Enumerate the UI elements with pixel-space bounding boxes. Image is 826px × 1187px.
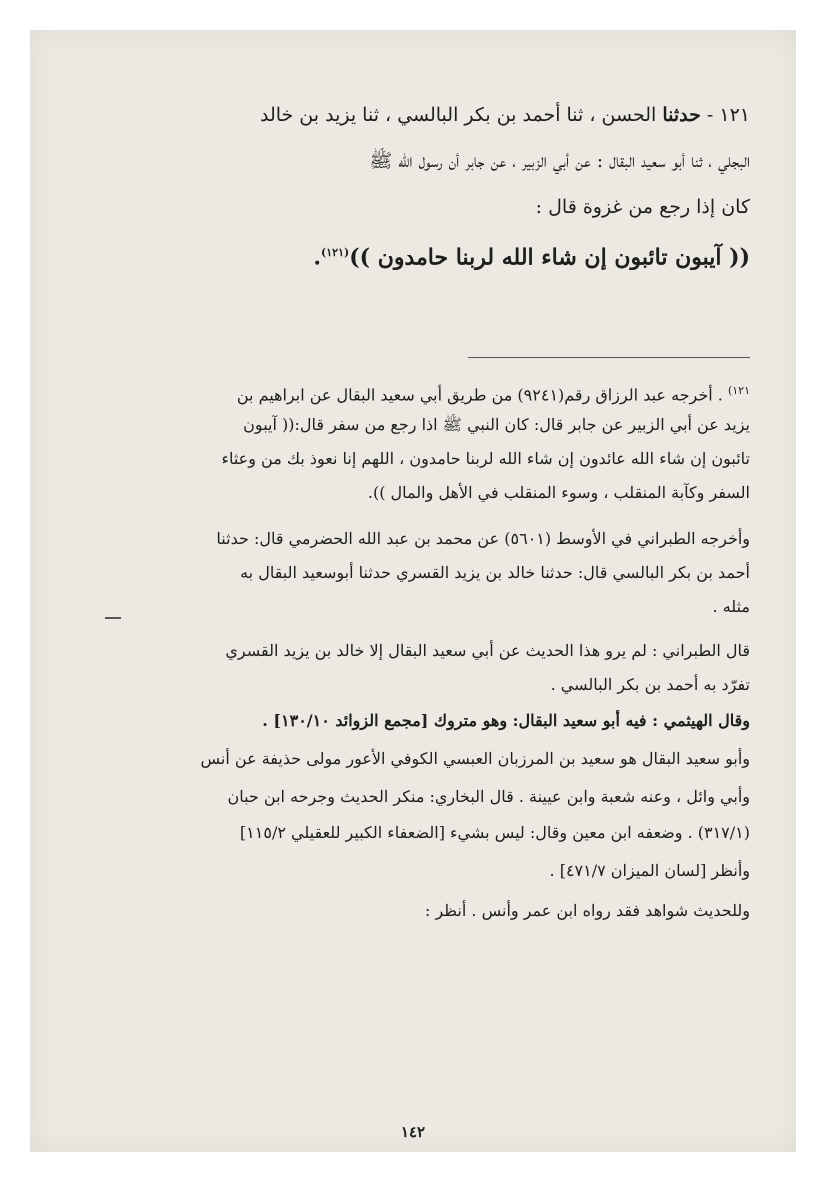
footnote-line-11: وأبو سعيد البقال هو سعيد بن المرزبان العبسي الكوفي الأعور مولى حذيفة عن أنس bbox=[200, 749, 750, 768]
footnote-line-5: وأخرجه الطبراني في الأوسط (٥٦٠١) عن محمد بن عبد الله الحضرمي قال: حدثنا bbox=[216, 529, 750, 548]
footnote-line-9: تفرّد به أحمد بن بكر البالسي . bbox=[550, 675, 750, 694]
footnote-line-12: وأبي وائل ، وعنه شعبة وابن عيينة . قال البخاري: منكر الحديث وجرحه ابن حبان bbox=[227, 787, 750, 806]
quote-period: . bbox=[313, 244, 322, 271]
hadith-quote: (( آيبون تائبون إن شاء الله لربنا حامدون )) bbox=[349, 244, 750, 271]
page-number: ١٤٢ bbox=[400, 1123, 426, 1141]
footnote-line-10: وقال الهيثمي : فيه أبو سعيد البقال: وهو متروك [مجمع الزوائد ١٣٠/١٠] . bbox=[262, 711, 750, 730]
hadith-keyword: حدثنا bbox=[662, 104, 701, 126]
hadith-quote-ref: (١٢١) bbox=[321, 246, 350, 259]
footnote-line-15: وللحديث شواهد فقد رواه ابن عمر وأنس . أنظر : bbox=[425, 901, 750, 920]
footnote-ref: ١٢١) bbox=[727, 384, 750, 397]
footnote-line-7: مثله . bbox=[712, 597, 750, 616]
footnote-line-8: قال الطبراني : لم يرو هذا الحديث عن أبي سعيد البقال إلا خالد بن يزيد القسري bbox=[225, 641, 750, 660]
hadith-line-1 bbox=[78, 102, 750, 128]
footnote-line-4: السفر وكآبة المنقلب ، وسوء المنقلب في الأهل والمال )). bbox=[367, 483, 750, 502]
hadith-line-1-text: الحسن ، ثنا أحمد بن بكر البالسي ، ثنا يزيد بن خالد bbox=[259, 104, 657, 126]
margin-dash bbox=[105, 617, 121, 619]
footnote-separator bbox=[468, 357, 750, 358]
footnote-line-1 bbox=[78, 380, 750, 406]
footnote-line-14: وأنظر [لسان الميزان ٤٧١/٧] . bbox=[549, 861, 750, 880]
hadith-line-2: البجلي ، ثنا أبو سعيد البقال : عن أبي الزبير ، عن جابر أن رسول الله ﷺ bbox=[369, 150, 750, 172]
footnote-line-6: أحمد بن بكر البالسي قال: حدثنا خالد بن يزيد القسري حدثنا أبوسعيد البقال به bbox=[240, 563, 750, 582]
hadith-quote-line bbox=[78, 240, 750, 270]
hadith-line-3: كان إذا رجع من غزوة قال : bbox=[535, 196, 750, 218]
footnote-line-3: تائبون إن شاء الله عائدون إن شاء الله لربنا حامدون ، اللهم إنا نعوذ بك من وعثاء bbox=[221, 449, 750, 468]
footnote-line-2: يزيد عن أبي الزبير عن جابر قال: كان النبي ﷺ اذا رجع من سفر قال:(( آيبون bbox=[243, 415, 750, 434]
hadith-number: ١٢١ - bbox=[706, 104, 750, 126]
footnote-line-13: (٣١٧/١) . وضعفه ابن معين وقال: ليس بشيء [الضعفاء الكبير للعقيلي ١١٥/٢] bbox=[239, 823, 750, 842]
book-page bbox=[30, 30, 796, 1152]
footnote-line-1-text: . أخرجه عبد الرزاق رقم(٩٢٤١) من طريق أبي سعيد البقال عن ابراهيم بن bbox=[236, 385, 723, 405]
